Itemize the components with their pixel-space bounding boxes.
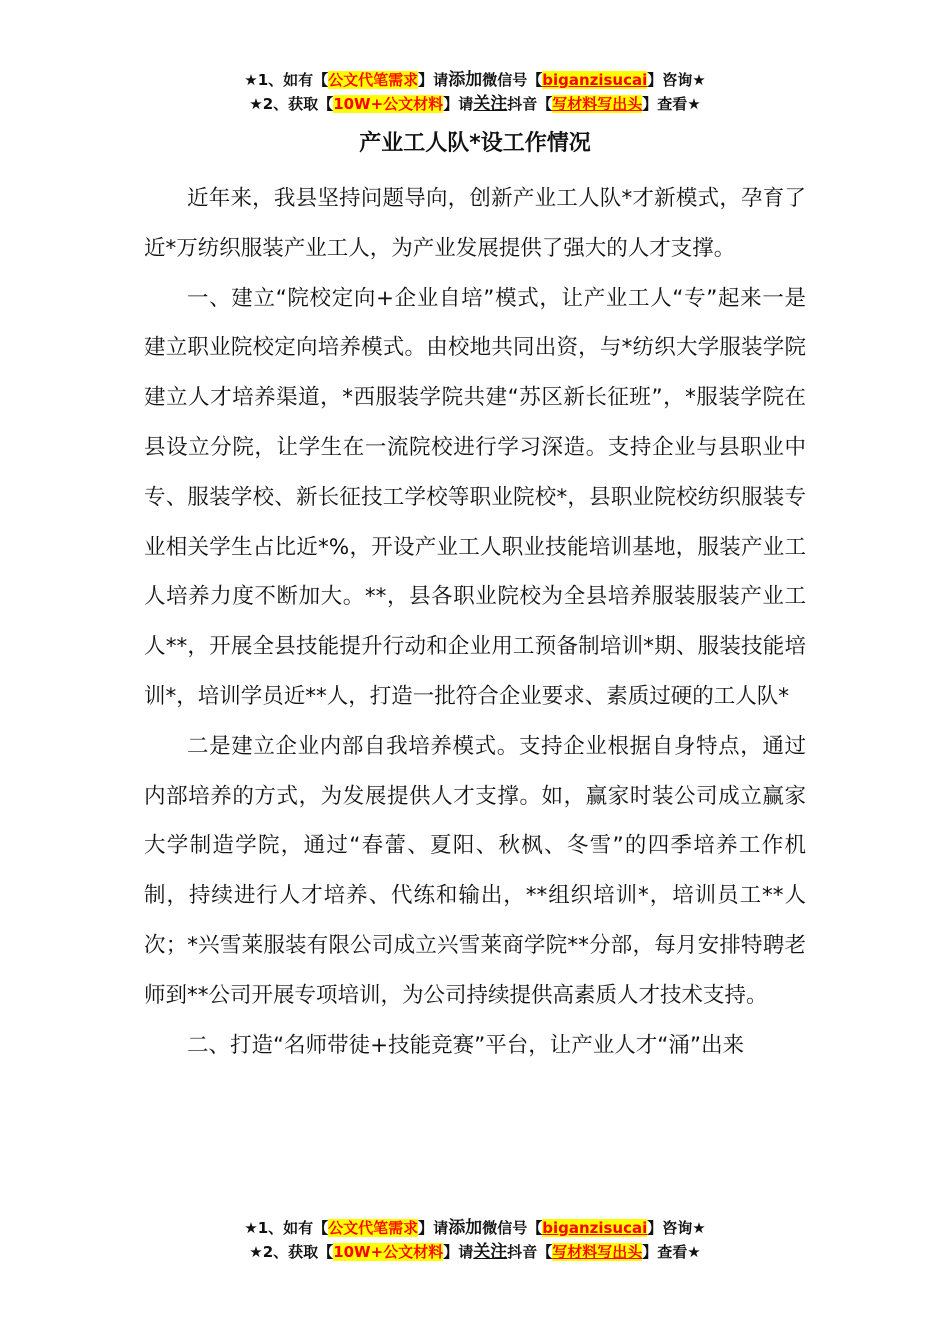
banner-text: 微信号【 bbox=[482, 1219, 543, 1237]
banner-line-2 bbox=[0, 92, 950, 116]
highlight-service: 公文代笔需求 bbox=[328, 71, 419, 89]
banner-text: 抖音【 bbox=[507, 1243, 553, 1261]
star-icon: ★ bbox=[244, 1219, 258, 1237]
banner-text: 1、如有【 bbox=[257, 1219, 329, 1237]
paragraph-intro: 近年来，我县坚持问题导向，创新产业工人队*才新模式，孕育了近*万纺织服装产业工人，为产业发展提供了强大的人才支撑。 bbox=[144, 186, 806, 261]
document-body bbox=[144, 174, 806, 1070]
banner-text: 抖音【 bbox=[507, 95, 553, 113]
highlight-douyin-account: 写材料写出头 bbox=[552, 95, 643, 113]
banner-text: 】请 bbox=[418, 71, 449, 89]
highlight-wechat-id: biganzisucai bbox=[542, 71, 648, 89]
banner-text: 】查看 bbox=[642, 1243, 688, 1261]
star-icon: ★ bbox=[687, 1243, 701, 1261]
highlight-materials: 10W+公文材料 bbox=[333, 1243, 444, 1261]
footer-banner bbox=[0, 1216, 950, 1264]
paragraph-section-1: 一、建立“院校定向+企业自培”模式，让产业工人“专”起来一是建立职业院校定向培养模式。由校地共同出资，与*纺织大学服装学院建立人才培养渠道，*西服装学院共建“苏区新长征班”，*服装学院在县设立分院，让学生在一流院校进行学习深造。支持企业与县职业中专、服装学校、新长征技工学校等职业院校*，县职业院校纺织服装专业相关学生占比近*%，开设产业工人职业技能培训基地，服装产业工人培养力度不断加大。**，县各职业院校为全县培养服装服装产业工人**，开展全县技能提升行动和企业用工预备制培训*期、服装技能培训*，培训学员近**人，打造一批符合企业要求、素质过硬的工人队* bbox=[144, 285, 806, 709]
banner-text: 微信号【 bbox=[482, 71, 543, 89]
banner-text: 】请 bbox=[418, 1219, 449, 1237]
banner-emphasis: 添加 bbox=[448, 70, 483, 90]
star-icon: ★ bbox=[687, 95, 701, 113]
banner-text: 1、如有【 bbox=[257, 71, 329, 89]
banner-line-1 bbox=[0, 68, 950, 92]
banner-line-2 bbox=[0, 1240, 950, 1264]
star-icon: ★ bbox=[692, 71, 706, 89]
star-icon: ★ bbox=[249, 95, 263, 113]
star-icon: ★ bbox=[692, 1219, 706, 1237]
banner-line-1 bbox=[0, 1216, 950, 1240]
banner-text: 】请 bbox=[443, 1243, 474, 1261]
banner-emphasis: 添加 bbox=[448, 1218, 483, 1238]
banner-text: 2、获取【 bbox=[262, 95, 334, 113]
banner-text: 】请 bbox=[443, 95, 474, 113]
document-title: 产业工人队*设工作情况 bbox=[359, 131, 591, 156]
paragraph-section-1-part-2: 二是建立企业内部自我培养模式。支持企业根据自身特点，通过内部培养的方式，为发展提供人才支撑。如，赢家时装公司成立赢家大学制造学院，通过“春蕾、夏阳、秋枫、冬雪”的四季培养工作机制，持续进行人才培养、代练和输出，**组织培训*，培训员工**人次；*兴雪莱服装有限公司成立兴雪莱商学院**分部，每月安排特聘老师到**公司开展专项培训，为公司持续提供高素质人才技术支持。 bbox=[144, 733, 806, 1008]
highlight-wechat-id: biganzisucai bbox=[542, 1219, 648, 1237]
highlight-materials: 10W+公文材料 bbox=[333, 95, 444, 113]
banner-text: 2、获取【 bbox=[262, 1243, 334, 1261]
star-icon: ★ bbox=[244, 71, 258, 89]
banner-text: 】咨询 bbox=[647, 1219, 693, 1237]
highlight-douyin-account: 写材料写出头 bbox=[552, 1243, 643, 1261]
highlight-service: 公文代笔需求 bbox=[328, 1219, 419, 1237]
banner-emphasis: 关注 bbox=[473, 94, 508, 114]
banner-emphasis: 关注 bbox=[473, 1242, 508, 1262]
star-icon: ★ bbox=[249, 1243, 263, 1261]
header-banner bbox=[0, 68, 950, 116]
paragraph-section-2-heading: 二、打造“名师带徒+技能竞赛”平台，让产业人才“涌”出来 bbox=[187, 1032, 745, 1058]
banner-text: 】咨询 bbox=[647, 71, 693, 89]
banner-text: 】查看 bbox=[642, 95, 688, 113]
